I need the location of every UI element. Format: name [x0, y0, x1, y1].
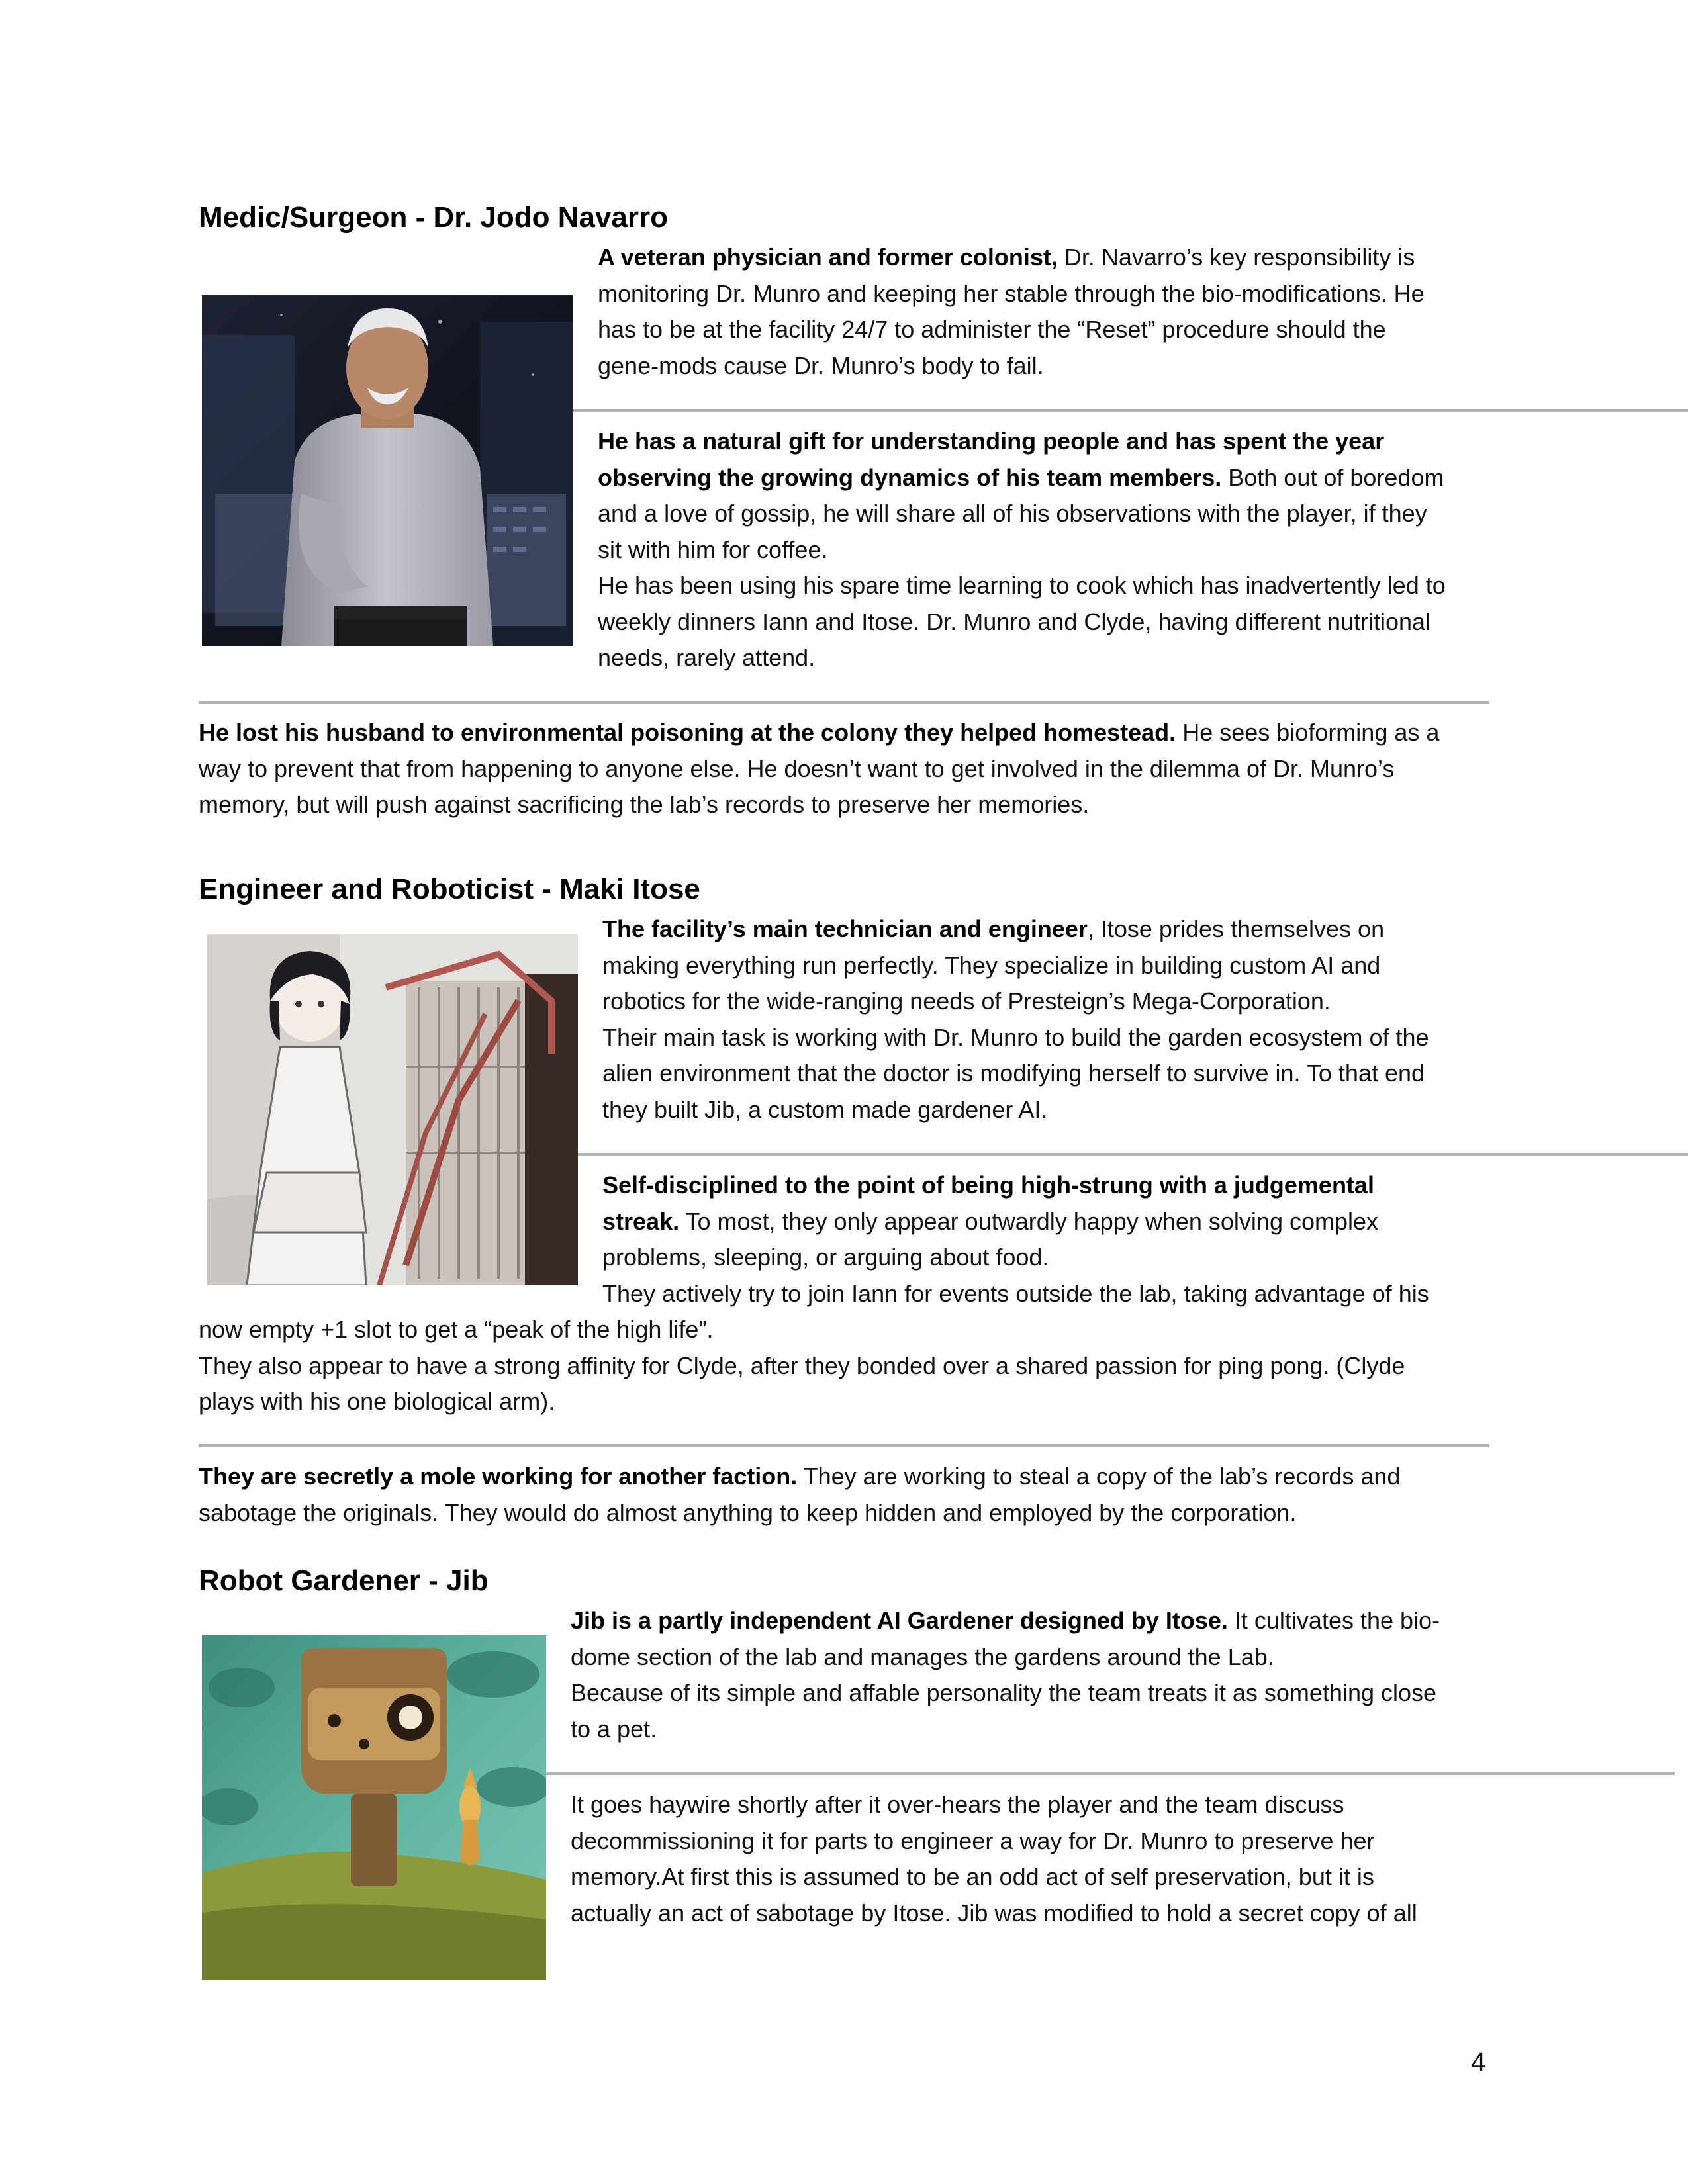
section-heading-navarro: Medic/Surgeon - Dr. Jodo Navarro — [199, 201, 669, 234]
divider-rule — [546, 1772, 1675, 1775]
jib-illustration — [202, 1635, 546, 1980]
itose-para-2-continued: now empty +1 slot to get a “peak of the high life”. They also appear to have a strong affinity for Clyde, after they bonded over a shared passion for ping pong. (Clyde plays with his one biological arm). — [199, 1316, 1405, 1415]
divider-rule — [573, 409, 1688, 412]
section-heading-itose: Engineer and Roboticist - Maki Itose — [199, 873, 700, 905]
navarro-para-1: A veteran physician and former colonist, Dr. Navarro’s key responsibility is monitoring Dr. Munro and keeping her stable through the bio-modifications. He has to be at the facility 24/7 to administer the “Reset” procedure should the gene-mods cause Dr. Munro’s body to fail. — [598, 244, 1425, 379]
itose-para-2: Self-disciplined to the point of being high-strung with a judgemental streak. To most, they only appear outwardly happy when solving complex problems, sleeping, or arguing about food. They actively try to join Iann for events outside the lab, taking advantage of his — [602, 1171, 1429, 1307]
itose-illustration — [207, 934, 578, 1285]
jib-para-1: Jib is a partly independent AI Gardener designed by Itose. It cultivates the bio- dome section of the lab and manages the gardens around the Lab. Because of its simple and affable personality the team treats it as something close to a pet. — [571, 1607, 1440, 1743]
navarro-photo — [202, 295, 573, 646]
itose-para-1: The facility’s main technician and engineer, Itose prides themselves on making everything run perfectly. They specialize in building custom AI and robotics for the wide-ranging needs of Presteign’s Mega-Corporation. Their main task is working with Dr. Munro to build the garden ecosystem of the alien environment that the doctor is modifying herself to survive in. To that end they built Jib, a custom made gardener AI. — [602, 915, 1429, 1123]
divider-rule — [578, 1153, 1688, 1156]
jib-para-2: It goes haywire shortly after it over-hears the player and the team discuss decommissioning it for parts to engineer a way for Dr. Munro to preserve her memory.At first this is assumed to be an odd act of self preservation, but it is actually an act of sabotage by Itose. Jib was modified to hold a secret copy of all — [571, 1791, 1417, 1927]
navarro-para-2: He has a natural gift for understanding people and has spent the year observing the growing dynamics of his team members. Both out of boredom and a love of gossip, he will share all of his observations with the player, if they sit with him for coffee. He has been using his spare time learning to cook which has inadvertently led to weekly dinners Iann and Itose. Dr. Munro and Clyde, having different nutritional needs, rarely attend. — [598, 428, 1446, 671]
divider-rule — [199, 701, 1489, 704]
divider-rule — [199, 1444, 1489, 1447]
page-number: 4 — [1471, 2048, 1486, 2077]
navarro-para-3: He lost his husband to environmental poisoning at the colony they helped homestead. He sees bioforming as a way to prevent that from happening to anyone else. He doesn’t want to get involved in the dilemma of Dr. Munro’s memory, but will push against sacrificing the lab’s records to preserve her memories. — [199, 719, 1440, 818]
itose-para-3: They are secretly a mole working for another faction. They are working to steal a copy of the lab’s records and sabotage the originals. They would do almost anything to keep hidden and employed by the corporation. — [199, 1463, 1401, 1526]
section-heading-jib: Robot Gardener - Jib — [199, 1565, 489, 1597]
